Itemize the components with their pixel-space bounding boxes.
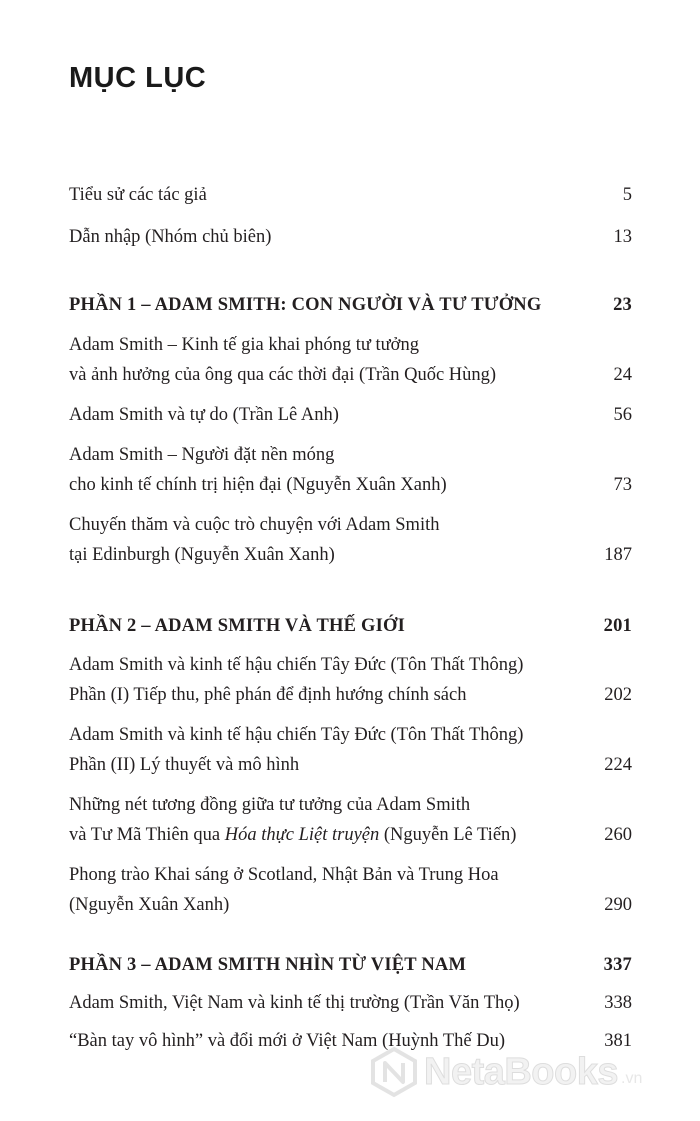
toc-entry-title-line: và ảnh hưởng của ông qua các thời đại (Trần Quốc Hùng) xyxy=(69,365,497,385)
watermark-brand: NetaBooks xyxy=(424,1050,618,1093)
toc-entry-title-line: Chuyến thăm và cuộc trò chuyện với Adam Smith xyxy=(69,515,440,535)
toc-entry[interactable] xyxy=(69,330,632,390)
toc-entry-title-line: tại Edinburgh (Nguyễn Xuân Xanh) xyxy=(69,545,335,565)
toc-entry-title-line: Phần (I) Tiếp thu, phê phán để định hướng chính sách xyxy=(69,685,467,705)
toc-entry[interactable] xyxy=(69,400,632,430)
toc-entry-title: Tiểu sử các tác giả xyxy=(69,185,207,205)
toc-page-number: 201 xyxy=(603,616,632,636)
toc-page-number: 224 xyxy=(604,755,632,775)
watermark xyxy=(368,1046,642,1098)
toc-page-number: 56 xyxy=(613,405,632,425)
toc-section-heading[interactable] xyxy=(69,290,632,320)
toc-entry[interactable] xyxy=(69,180,632,210)
toc-page-number: 337 xyxy=(603,955,632,975)
toc-entry[interactable] xyxy=(69,860,632,920)
toc-entry-title-line: Những nét tương đồng giữa tư tưởng của Adam Smith xyxy=(69,795,471,815)
toc-section-heading[interactable] xyxy=(69,611,632,641)
toc-entry[interactable] xyxy=(69,650,632,710)
toc-entry[interactable] xyxy=(69,988,632,1018)
toc-entry-title: Adam Smith và tự do (Trần Lê Anh) xyxy=(69,405,339,425)
toc-entry-title-line: Adam Smith và kinh tế hậu chiến Tây Đức (Tôn Thất Thông) xyxy=(69,725,524,745)
toc-page-number: 202 xyxy=(604,685,632,705)
toc-page-number: 338 xyxy=(604,993,632,1013)
page-title: MỤC LỤC xyxy=(69,62,207,94)
toc-section-heading[interactable] xyxy=(69,950,632,980)
section-title: PHẦN 1 – ADAM SMITH: CON NGƯỜI VÀ TƯ TƯỞNG xyxy=(69,295,542,315)
section-title: PHẦN 2 – ADAM SMITH VÀ THẾ GIỚI xyxy=(69,616,405,636)
section-title: PHẦN 3 – ADAM SMITH NHÌN TỪ VIỆT NAM xyxy=(69,955,467,975)
toc-page-number: 24 xyxy=(613,365,632,385)
toc-page-number: 5 xyxy=(622,185,632,205)
toc-entry-title-line xyxy=(69,820,632,850)
toc-entry-title-line: (Nguyễn Xuân Xanh) xyxy=(69,895,230,915)
toc-entry-italic-title: Hóa thực Liệt truyện xyxy=(224,825,380,845)
watermark-suffix: .vn xyxy=(621,1070,643,1087)
toc-page-number: 187 xyxy=(604,545,632,565)
toc-page-number: 381 xyxy=(604,1031,632,1051)
toc-entry[interactable] xyxy=(69,440,632,500)
toc-entry-title-line: Adam Smith và kinh tế hậu chiến Tây Đức (Tôn Thất Thông) xyxy=(69,655,524,675)
toc-entry-title: Dẫn nhập (Nhóm chủ biên) xyxy=(69,227,272,247)
toc-entry-title-line: Phần (II) Lý thuyết và mô hình xyxy=(69,755,300,775)
toc-entry[interactable] xyxy=(69,510,632,570)
toc-page-number: 260 xyxy=(604,825,632,845)
toc-entry-title-line: Adam Smith – Kinh tế gia khai phóng tư tưởng xyxy=(69,335,419,355)
toc-entry-title: “Bàn tay vô hình” và đổi mới ở Việt Nam (Huỳnh Thế Du) xyxy=(69,1031,505,1051)
toc-entry[interactable] xyxy=(69,222,632,252)
toc-page-number: 23 xyxy=(613,295,632,315)
toc-entry-title: Adam Smith, Việt Nam và kinh tế thị trường (Trần Văn Thọ) xyxy=(69,993,520,1013)
toc-entry-text: và Tư Mã Thiên qua xyxy=(69,825,225,845)
toc-entry-title-line: Adam Smith – Người đặt nền móng xyxy=(69,445,335,465)
toc-page-number: 73 xyxy=(613,475,632,495)
toc-entry-title-line: Phong trào Khai sáng ở Scotland, Nhật Bản và Trung Hoa xyxy=(69,865,499,885)
toc-page-number: 13 xyxy=(613,227,632,247)
toc-entry[interactable] xyxy=(69,720,632,780)
toc-entry-text: (Nguyễn Lê Tiến) xyxy=(379,825,517,845)
toc-entry-title-line: cho kinh tế chính trị hiện đại (Nguyễn Xuân Xanh) xyxy=(69,475,447,495)
n-hexagon-logo-icon xyxy=(368,1046,420,1098)
toc-page-number: 290 xyxy=(604,895,632,915)
toc-entry[interactable] xyxy=(69,790,632,850)
